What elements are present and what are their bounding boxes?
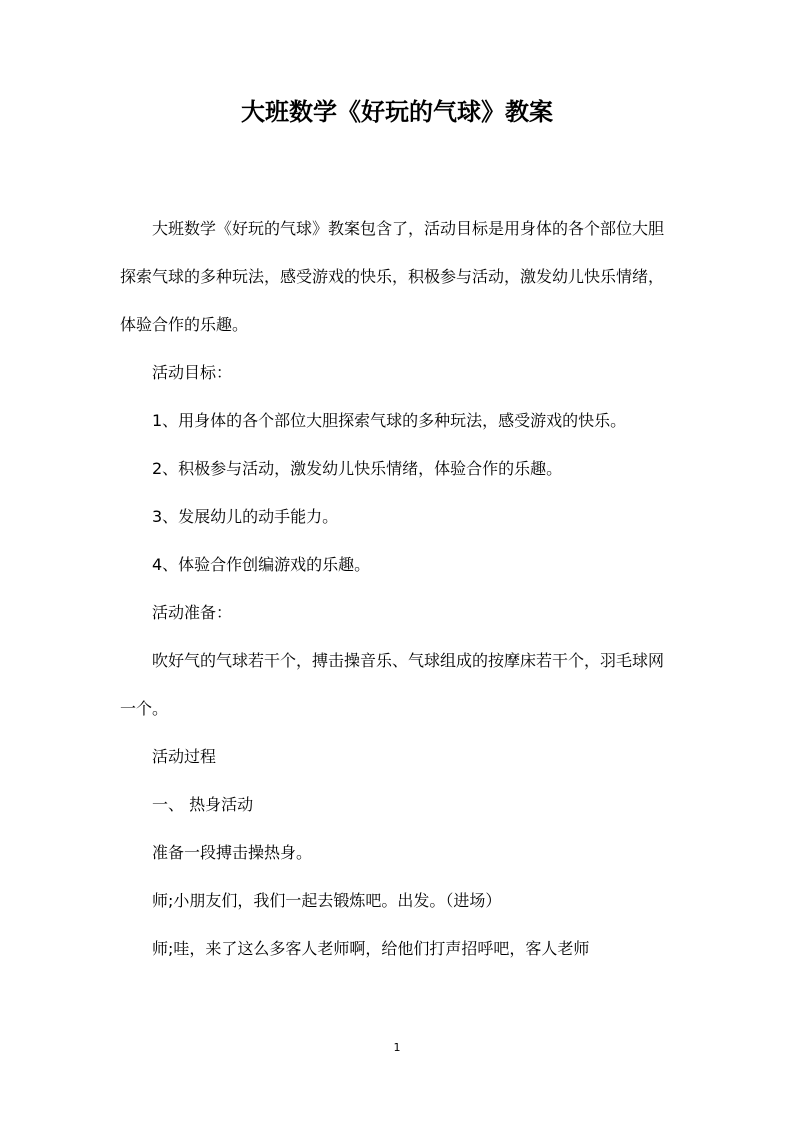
intro-paragraph: 大班数学《好玩的气球》教案包含了，活动目标是用身体的各个部位大胆探索气球的多种玩法，感受游戏的快乐，积极参与活动，激发幼儿快乐情绪，体验合作的乐趣。 <box>120 219 665 334</box>
goal-item-2: 2、积极参与活动，激发幼儿快乐情绪，体验合作的乐趣。 <box>152 459 563 478</box>
process-paragraph: 准备一段搏击操热身。 <box>152 843 313 862</box>
goal-item-3: 3、发展幼儿的动手能力。 <box>152 507 339 526</box>
goal-item-1: 1、用身体的各个部位大胆探索气球的多种玩法，感受游戏的快乐。 <box>152 411 627 430</box>
document-body <box>120 205 676 973</box>
section-heading-process: 活动过程 <box>152 747 217 766</box>
page-number: 1 <box>393 1041 401 1054</box>
dialogue-line: 师;哇，来了这么多客人老师啊，给他们打声招呼吧，客人老师 <box>152 939 590 958</box>
process-step-1-heading: 一、 热身活动 <box>152 795 254 814</box>
preparation-paragraph: 吹好气的气球若干个，搏击操音乐、气球组成的按摩床若干个，羽毛球网一个。 <box>120 651 665 718</box>
goal-item-4: 4、体验合作创编游戏的乐趣。 <box>152 555 371 574</box>
section-heading-preparation: 活动准备： <box>152 603 233 622</box>
section-heading-goals: 活动目标： <box>152 363 233 382</box>
document-title: 大班数学《好玩的气球》教案 <box>241 98 553 126</box>
dialogue-line: 师;小朋友们，我们一起去锻炼吧。出发。（进场） <box>152 891 502 910</box>
